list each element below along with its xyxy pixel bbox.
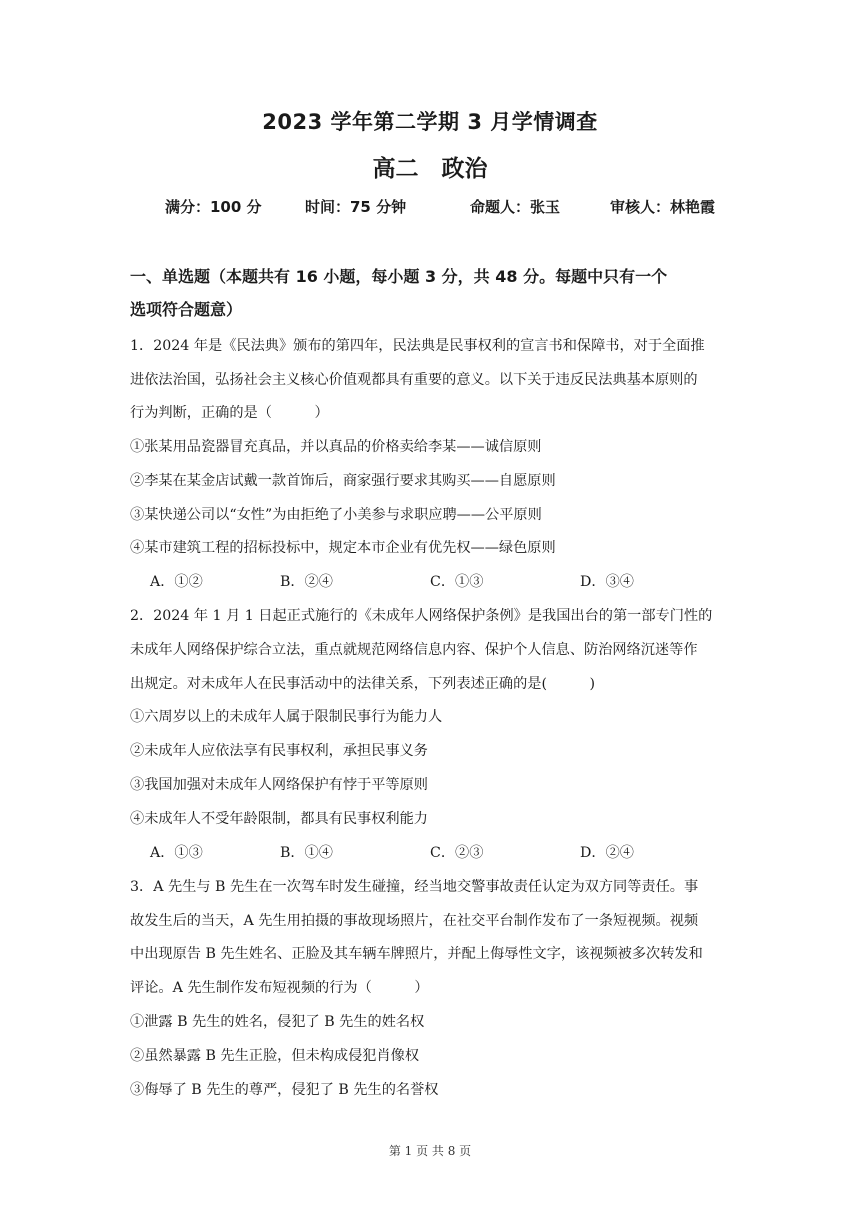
question-item: ①六周岁以上的未成年人属于限制民事行为能力人 — [130, 709, 443, 725]
answer-option-a: A．①③ — [150, 845, 203, 861]
exam-title: 2023 学年第二学期 3 月学情调查 — [262, 110, 598, 134]
exam-subject: 高二 政治 — [372, 156, 488, 182]
page-number: 第 1 页 共 8 页 — [388, 1144, 472, 1158]
question-item: ③某快递公司以“女性”为由拒绝了小美参与求职应聘——公平原则 — [130, 507, 542, 523]
question-item: ①张某用品瓷器冒充真品，并以真品的价格卖给李某——诚信原则 — [130, 439, 542, 455]
question-text: 1．2024 年是《民法典》颁布的第四年，民法典是民事权利的宣言书和保障书，对于全面推 — [130, 338, 705, 354]
question-item: ①泄露 B 先生的姓名，侵犯了 B 先生的姓名权 — [130, 1014, 425, 1030]
question-text: 故发生后的当天，A 先生用拍摄的事故现场照片，在社交平台制作发布了一条短视频。视频 — [130, 913, 699, 929]
answer-option-d: D．②④ — [580, 845, 634, 861]
answer-option-b: B．①④ — [280, 845, 333, 861]
question-text: 3．A 先生与 B 先生在一次驾车时发生碰撞，经当地交警事故责任认定为双方同等责任。事 — [130, 879, 699, 895]
question-item: ②李某在某金店试戴一款首饰后，商家强行要求其购买——自愿原则 — [130, 473, 556, 489]
answer-option-d: D．③④ — [580, 574, 634, 590]
question-item: ④未成年人不受年龄限制，都具有民事权利能力 — [130, 811, 428, 827]
answer-option-a: A．①② — [150, 574, 203, 590]
question-item: ③侮辱了 B 先生的尊严，侵犯了 B 先生的名誉权 — [130, 1082, 439, 1098]
exam-reviewer: 审核人：林艳霞 — [610, 198, 716, 216]
question-text: 评论。A 先生制作发布短视频的行为（ ） — [130, 980, 429, 996]
section-heading: 一、单选题（本题共有 16 小题，每小题 3 分，共 48 分。每题中只有一个 — [130, 267, 668, 286]
question-item: ②未成年人应依法享有民事权利，承担民事义务 — [130, 743, 428, 759]
question-text: 行为判断，正确的是（ ） — [130, 405, 329, 421]
section-heading-cont: 选项符合题意） — [130, 300, 243, 319]
question-text: 2．2024 年 1 月 1 日起正式施行的《未成年人网络保护条例》是我国出台的第一部专门性的 — [130, 608, 713, 624]
question-item: ②虽然暴露 B 先生正脸，但未构成侵犯肖像权 — [130, 1048, 420, 1064]
answer-option-b: B．②④ — [280, 574, 333, 590]
question-text: 进依法治国，弘扬社会主义核心价值观都具有重要的意义。以下关于违反民法典基本原则的 — [130, 372, 698, 388]
exam-time: 时间：75 分钟 — [305, 198, 407, 216]
question-text: 未成年人网络保护综合立法，重点就规范网络信息内容、保护个人信息、防治网络沉迷等作 — [130, 642, 698, 658]
answer-option-c: C．①③ — [430, 574, 484, 590]
question-item: ③我国加强对未成年人网络保护有悖于平等原则 — [130, 777, 428, 793]
full-score: 满分：100 分 — [165, 198, 262, 216]
answer-option-c: C．②③ — [430, 845, 484, 861]
exam-author: 命题人：张玉 — [470, 198, 561, 216]
question-text: 出规定。对未成年人在民事活动中的法律关系，下列表述正确的是( ) — [130, 676, 596, 692]
question-text: 中出现原告 B 先生姓名、正脸及其车辆车牌照片，并配上侮辱性文字，该视频被多次转发和 — [130, 946, 703, 962]
question-item: ④某市建筑工程的招标投标中，规定本市企业有优先权——绿色原则 — [130, 540, 556, 556]
